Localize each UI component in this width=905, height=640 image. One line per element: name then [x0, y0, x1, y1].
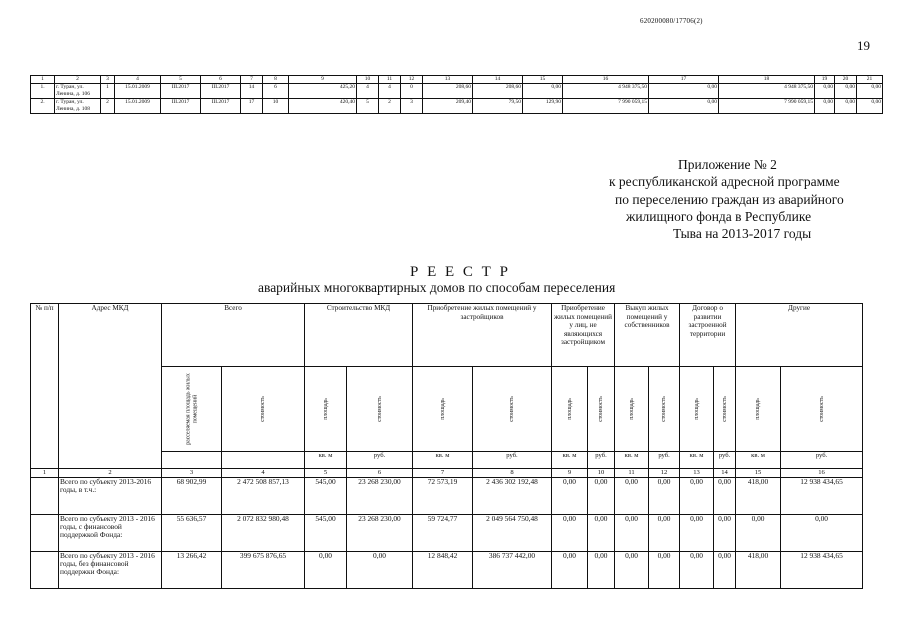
col-header-construction: Строительство МКД — [305, 304, 413, 367]
table-cell: 4 948 375,50 — [719, 84, 815, 99]
appendix-heading — [600, 156, 890, 242]
column-number-cell: 1 — [31, 76, 55, 84]
table-cell: 0,00 — [857, 99, 883, 114]
column-number-cell: 4 — [222, 469, 305, 478]
column-number-cell: 6 — [201, 76, 241, 84]
column-number-cell: 14 — [714, 469, 736, 478]
column-number-cell: 4 — [115, 76, 161, 84]
table-row — [31, 515, 863, 552]
value-cell: 0,00 — [615, 515, 649, 552]
col-header-other: Другие — [736, 304, 863, 367]
value-cell: 0,00 — [736, 515, 781, 552]
column-number-cell: 9 — [552, 469, 588, 478]
value-cell: 2 472 508 857,13 — [222, 478, 305, 515]
table-cell: г. Туран, ул. Ленина, д. 108 — [55, 99, 101, 114]
table-cell: 14 — [241, 84, 263, 99]
value-cell: 0,00 — [781, 515, 863, 552]
table-cell: 208,60 — [473, 84, 523, 99]
table-cell: 10 — [263, 99, 289, 114]
subheader-area: площадь — [552, 367, 588, 452]
appendix-line: по переселению граждан из аварийного — [615, 191, 844, 207]
value-cell: 0,00 — [680, 515, 714, 552]
row-number-cell — [31, 515, 59, 552]
unit-cell: кв. м — [615, 452, 649, 469]
unit-cell: кв. м — [413, 452, 473, 469]
column-number-cell: 3 — [162, 469, 222, 478]
table-cell: 7 990 059,15 — [563, 99, 649, 114]
table-cell: 2. — [31, 99, 55, 114]
column-number-cell: 11 — [615, 469, 649, 478]
table-cell: 425,20 — [289, 84, 357, 99]
table-cell: 4 — [357, 84, 379, 99]
subheader-area: площадь — [413, 367, 473, 452]
table-cell: 7 990 059,15 — [719, 99, 815, 114]
table-cell: 4 — [379, 84, 401, 99]
value-cell: 386 737 442,00 — [473, 552, 552, 589]
subheader-area: площадь — [305, 367, 347, 452]
column-number-cell: 5 — [161, 76, 201, 84]
table-cell: 0,00 — [649, 99, 719, 114]
value-cell: 12 848,42 — [413, 552, 473, 589]
column-number-cell: 19 — [815, 76, 835, 84]
subheader-area: площадь — [736, 367, 781, 452]
table-cell: 5 — [357, 99, 379, 114]
unit-cell: руб. — [588, 452, 615, 469]
column-number-cell: 1 — [31, 469, 59, 478]
subheader-area: площадь — [680, 367, 714, 452]
value-cell: 55 636,57 — [162, 515, 222, 552]
table-cell: 420,40 — [289, 99, 357, 114]
register-title: Р Е Е С Т Р — [410, 264, 511, 280]
column-number-cell: 13 — [680, 469, 714, 478]
table-row — [31, 478, 863, 515]
appendix-line: Тыва на 2013-2017 годы — [673, 226, 812, 242]
column-number-cell: 15 — [736, 469, 781, 478]
value-cell: 545,00 — [305, 478, 347, 515]
table-cell: 3 — [401, 99, 423, 114]
unit-cell: кв. м — [736, 452, 781, 469]
column-number-cell: 2 — [59, 469, 162, 478]
row-number-cell — [31, 552, 59, 589]
appendix-line: жилищного фонда в Республике — [626, 208, 812, 224]
table-cell: III.2017 — [201, 99, 241, 114]
value-cell: 12 938 434,65 — [781, 478, 863, 515]
value-cell: 0,00 — [714, 515, 736, 552]
table-cell: 0 — [401, 84, 423, 99]
register-subtitle: аварийных многоквартирных домов по способам переселения — [258, 280, 616, 295]
subheader-cost: стоимость — [473, 367, 552, 452]
document-number: 620200080/17706(2) — [640, 17, 703, 25]
row-label: Всего по субъекту 2013 - 2016 годы, без финансовой поддержки Фонда: — [59, 552, 162, 589]
col-header-buyout: Выкуп жилых помещений у собственников — [615, 304, 680, 367]
value-cell: 2 436 302 192,48 — [473, 478, 552, 515]
value-cell: 2 072 832 980,48 — [222, 515, 305, 552]
subheader-cost: стоимость — [347, 367, 413, 452]
column-number-cell: 8 — [473, 469, 552, 478]
value-cell: 0,00 — [615, 478, 649, 515]
table-row — [31, 99, 883, 114]
table-cell: 17 — [241, 99, 263, 114]
col-header-redevelopment: Договор о развитии застроенной территории — [680, 304, 736, 367]
continuation-table — [30, 75, 883, 114]
subheader-area: площадь — [615, 367, 649, 452]
table-cell: 2 — [101, 99, 115, 114]
table-cell: 15.01.2009 — [115, 99, 161, 114]
value-cell: 59 724,77 — [413, 515, 473, 552]
unit-cell: кв. м — [305, 452, 347, 469]
value-cell: 0,00 — [714, 478, 736, 515]
value-cell: 0,00 — [680, 552, 714, 589]
unit-cell: руб. — [473, 452, 552, 469]
table-cell: г. Туран, ул. Ленина, д. 106 — [55, 84, 101, 99]
value-cell: 0,00 — [649, 478, 680, 515]
column-number-row — [31, 469, 863, 478]
table-cell: III.2017 — [201, 84, 241, 99]
table-cell: 0,00 — [815, 84, 835, 99]
column-number-cell: 9 — [289, 76, 357, 84]
column-number-cell: 3 — [101, 76, 115, 84]
table-cell: III.2017 — [161, 99, 201, 114]
value-cell: 13 266,42 — [162, 552, 222, 589]
table-cell: 1 — [101, 84, 115, 99]
subheader-cost: стоимость — [781, 367, 863, 452]
subheader-cost: стоимость — [649, 367, 680, 452]
column-number-cell: 6 — [347, 469, 413, 478]
empty-cell — [222, 452, 305, 469]
column-number-cell: 17 — [649, 76, 719, 84]
column-number-cell: 13 — [423, 76, 473, 84]
table-row — [31, 552, 863, 589]
value-cell: 0,00 — [552, 552, 588, 589]
column-number-cell: 12 — [401, 76, 423, 84]
table-cell: 79,50 — [473, 99, 523, 114]
table-cell: 15.01.2009 — [115, 84, 161, 99]
value-cell: 0,00 — [680, 478, 714, 515]
unit-cell: кв. м — [552, 452, 588, 469]
subheader-cost: стоимость — [714, 367, 736, 452]
row-label: Всего по субъекту 2013 - 2016 годы, с финансовой поддержкой Фонда: — [59, 515, 162, 552]
table-row — [31, 84, 883, 99]
value-cell: 72 573,19 — [413, 478, 473, 515]
column-number-cell: 16 — [781, 469, 863, 478]
column-number-cell: 7 — [241, 76, 263, 84]
table-cell: 0,00 — [815, 99, 835, 114]
unit-cell: кв. м — [680, 452, 714, 469]
value-cell: 418,00 — [736, 478, 781, 515]
col-header-purchase-developers: Приобретение жилых помещений у застройщиков — [413, 304, 552, 367]
subheader-cost: стоимость — [588, 367, 615, 452]
value-cell: 0,00 — [305, 552, 347, 589]
unit-cell: руб. — [781, 452, 863, 469]
column-number-cell: 8 — [263, 76, 289, 84]
column-number-cell: 14 — [473, 76, 523, 84]
appendix-line: к республиканской адресной программе — [609, 174, 840, 190]
table-cell: 0,00 — [857, 84, 883, 99]
column-number-cell: 10 — [588, 469, 615, 478]
value-cell: 0,00 — [649, 515, 680, 552]
value-cell: 12 938 434,65 — [781, 552, 863, 589]
column-number-cell: 7 — [413, 469, 473, 478]
empty-cell — [162, 452, 222, 469]
column-number-cell: 5 — [305, 469, 347, 478]
register-table — [30, 303, 863, 589]
column-number-cell: 10 — [357, 76, 379, 84]
value-cell: 399 675 876,65 — [222, 552, 305, 589]
value-cell: 0,00 — [588, 478, 615, 515]
table-cell: 0,00 — [523, 84, 563, 99]
table-cell: 6 — [263, 84, 289, 99]
value-cell: 68 902,99 — [162, 478, 222, 515]
col-header-num: № п/п — [31, 304, 59, 469]
column-number-cell: 21 — [857, 76, 883, 84]
unit-cell: руб. — [347, 452, 413, 469]
value-cell: 0,00 — [588, 552, 615, 589]
value-cell: 545,00 — [305, 515, 347, 552]
value-cell: 418,00 — [736, 552, 781, 589]
value-cell: 2 049 564 750,48 — [473, 515, 552, 552]
column-number-cell: 15 — [523, 76, 563, 84]
column-number-cell: 2 — [55, 76, 101, 84]
value-cell: 0,00 — [552, 478, 588, 515]
col-header-address: Адрес МКД — [59, 304, 162, 469]
column-number-cell: 20 — [835, 76, 857, 84]
appendix-line: Приложение № 2 — [678, 157, 777, 172]
table-cell: III.2017 — [161, 84, 201, 99]
value-cell: 23 268 230,00 — [347, 515, 413, 552]
table-cell: 129,90 — [523, 99, 563, 114]
table-cell: 0,00 — [835, 99, 857, 114]
table-cell: 1. — [31, 84, 55, 99]
subheader-cost: стоимость — [222, 367, 305, 452]
column-number-cell: 18 — [719, 76, 815, 84]
unit-cell: руб. — [714, 452, 736, 469]
value-cell: 23 268 230,00 — [347, 478, 413, 515]
column-number-cell: 16 — [563, 76, 649, 84]
column-number-cell: 11 — [379, 76, 401, 84]
page-number: 19 — [857, 38, 870, 53]
table-cell: 208,60 — [423, 84, 473, 99]
col-header-total: Всего — [162, 304, 305, 367]
value-cell: 0,00 — [552, 515, 588, 552]
table-cell: 209,40 — [423, 99, 473, 114]
value-cell: 0,00 — [649, 552, 680, 589]
value-cell: 0,00 — [588, 515, 615, 552]
column-number-cell: 12 — [649, 469, 680, 478]
table-cell: 0,00 — [835, 84, 857, 99]
table-cell: 2 — [379, 99, 401, 114]
value-cell: 0,00 — [347, 552, 413, 589]
unit-cell: руб. — [649, 452, 680, 469]
row-number-cell — [31, 478, 59, 515]
column-number-row — [31, 76, 883, 84]
value-cell: 0,00 — [714, 552, 736, 589]
subheader-area-resettled: расселяемая площадь жилых помещений — [162, 367, 222, 452]
row-label: Всего по субъекту 2013-2016 годы, в т.ч.: — [59, 478, 162, 515]
table-cell: 4 948 375,50 — [563, 84, 649, 99]
col-header-purchase-other: Приобретение жилых помещений у лиц, не являющихся застройщиком — [552, 304, 615, 367]
value-cell: 0,00 — [615, 552, 649, 589]
table-cell: 0,00 — [649, 84, 719, 99]
